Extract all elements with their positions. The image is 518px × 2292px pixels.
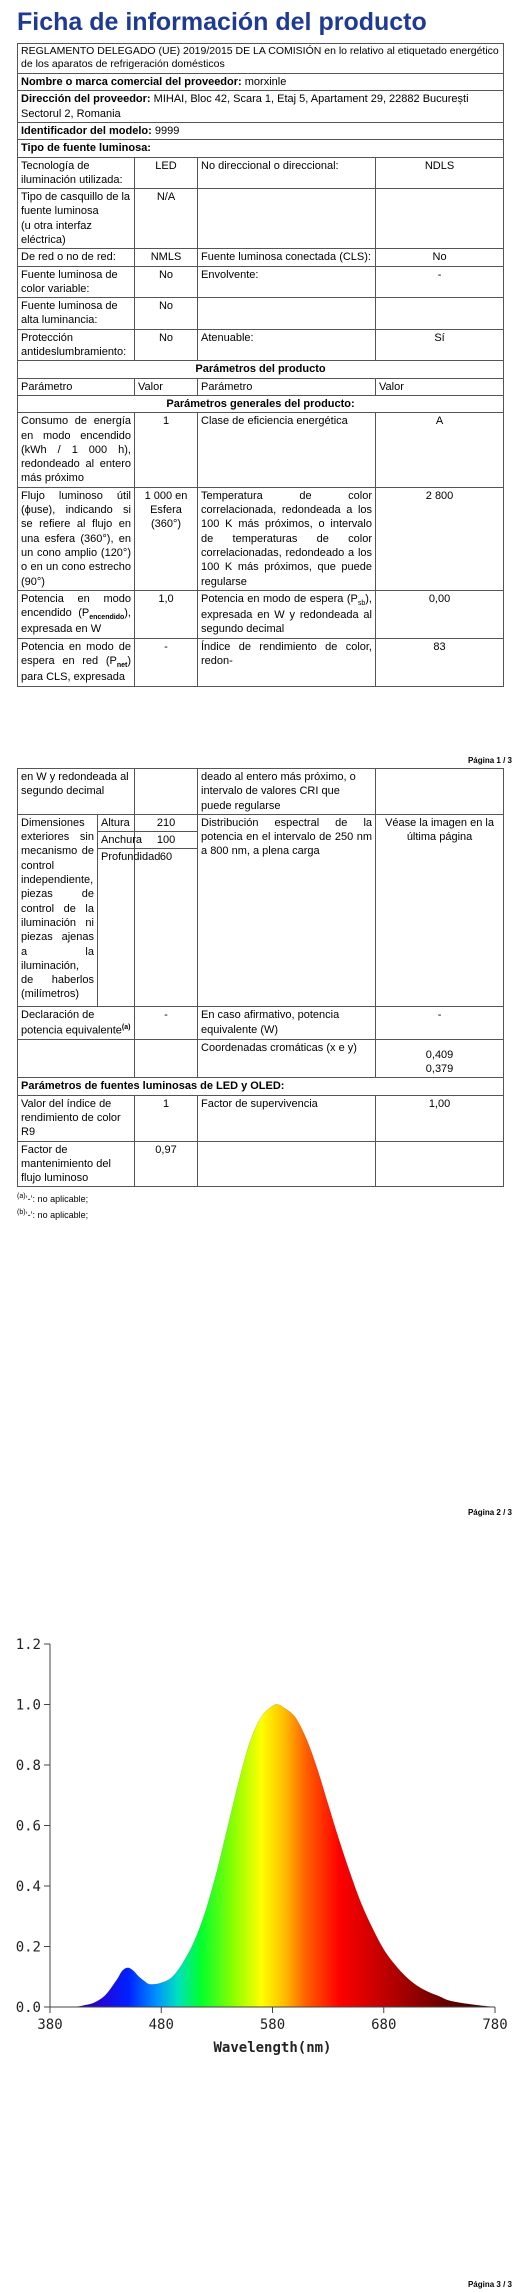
y-tick-label: 0.2 bbox=[15, 1939, 41, 1956]
page-number: Página 1 / 3 bbox=[467, 756, 512, 765]
flux-label: Flujo luminoso útil (ϕuse), indicando si se refiere al flujo en una esfera (360°), en un cono amplio (120°) o en un cono estrecho (90°) bbox=[18, 487, 135, 590]
cap-label: Tipo de casquillo de la fuente luminosa bbox=[21, 191, 131, 218]
pon-label-b: ), expresada en W bbox=[21, 607, 131, 636]
maintenance-value: 0,97 bbox=[135, 1141, 198, 1187]
nondir-label: No direccional o direccional: bbox=[198, 157, 376, 189]
spectral-chart-svg bbox=[0, 1632, 518, 2062]
pnet-label-part2: en W y redondeada al segundo decimal bbox=[18, 769, 135, 815]
survival-value: 1,00 bbox=[376, 1095, 504, 1141]
depth-value: 60 bbox=[135, 849, 198, 1007]
dimensions-label: Dimensiones exteriores sin mecanismo de control independiente, piezas de control de la iluminación ni piezas ajenas a la iluminación, de haberlos (milímetros) bbox=[18, 814, 98, 1007]
y-tick-label: 0.8 bbox=[15, 1758, 41, 1774]
glare-value: No bbox=[135, 329, 198, 361]
eff-value: A bbox=[376, 413, 504, 487]
flux-value: 1 000 en Esfera (360°) bbox=[135, 487, 198, 590]
table-row bbox=[18, 1039, 504, 1078]
pon-label-a: Potencia en modo encendido (P bbox=[21, 592, 131, 620]
equiv-sup: (a) bbox=[121, 1023, 131, 1031]
x-axis-label: Wavelength(nm) bbox=[213, 2040, 332, 2056]
mains-value: NMLS bbox=[135, 249, 198, 266]
supplier-name-label: Nombre o marca comercial del proveedor: bbox=[21, 76, 242, 89]
equiv-w-label: En caso afirmativo, potencia equivalente (W) bbox=[198, 1007, 376, 1039]
product-params-header-row bbox=[18, 361, 504, 378]
psb-label-a: Potencia en modo de espera (P bbox=[201, 592, 358, 605]
led-params-header: Parámetros de fuentes luminosas de LED y OLED: bbox=[18, 1078, 504, 1095]
hl-label: Fuente luminosa de alta luminancia: bbox=[18, 298, 135, 330]
pnet-sub: net bbox=[116, 662, 128, 670]
model-row bbox=[18, 122, 504, 139]
y-tick-label: 1.0 bbox=[15, 1697, 41, 1714]
cls-label: Fuente luminosa conectada (CLS): bbox=[198, 249, 376, 266]
r9-value: 1 bbox=[135, 1095, 198, 1141]
supplier-address-label: Dirección del proveedor: bbox=[21, 93, 151, 106]
table-row bbox=[18, 1095, 504, 1141]
nondir-value: NDLS bbox=[376, 157, 504, 189]
product-params-header: Parámetros del producto bbox=[18, 361, 504, 378]
cls-value: No bbox=[376, 249, 504, 266]
chroma-label: Coordenadas cromáticas (x e y) bbox=[198, 1039, 376, 1078]
envelope-label: Envolvente: bbox=[198, 266, 376, 298]
x-tick-label: 380 bbox=[37, 2017, 63, 2033]
table-row bbox=[18, 298, 504, 330]
spd-label: Distribución espectral de la potencia en el intervalo de 250 nm a 800 nm, a plena carga bbox=[198, 814, 376, 1007]
column-header-row bbox=[18, 378, 504, 395]
footnote-b-text: -’: no aplicable; bbox=[27, 1209, 89, 1220]
regulation-row bbox=[18, 43, 504, 73]
product-info-table bbox=[17, 43, 504, 687]
hl-value: No bbox=[135, 298, 198, 330]
table-row bbox=[18, 329, 504, 361]
colour-label: Fuente luminosa de color variable: bbox=[18, 266, 135, 298]
col-header-param: Parámetro bbox=[18, 378, 135, 395]
cri-label-part1: Índice de rendimiento de color, redon- bbox=[198, 638, 376, 686]
eff-label: Clase de eficiencia energética bbox=[198, 413, 376, 487]
document-page-2 bbox=[0, 768, 518, 1532]
spd-value: Véase la imagen en la última página bbox=[376, 814, 504, 1007]
model-label: Identificador del modelo: bbox=[21, 124, 152, 137]
table-row bbox=[18, 1007, 504, 1039]
x-tick-label: 780 bbox=[482, 2017, 508, 2033]
spectral-distribution-chart bbox=[0, 1632, 518, 2062]
glare-label: Protección antideslumbramiento: bbox=[18, 329, 135, 361]
table-row bbox=[18, 189, 504, 249]
table-row bbox=[18, 769, 504, 815]
supplier-address-value: MIHAI, Bloc 42, Scara 1, Etaj 5, Apartament 29, 22882 București Sectorul 2, Romania bbox=[21, 93, 469, 120]
pnet-label-a: Potencia en modo de espera en red (P bbox=[21, 640, 131, 667]
tech-label: Tecnología de iluminación utilizada: bbox=[18, 157, 135, 189]
height-value: 210 bbox=[135, 814, 198, 831]
cri-label-part2: deado al entero más próximo, o intervalo de valores CRI que puede regularse bbox=[198, 769, 376, 815]
light-source-type-header: Tipo de fuente luminosa: bbox=[18, 140, 504, 157]
col-header-param-2: Parámetro bbox=[198, 378, 376, 395]
page-number: Página 3 / 3 bbox=[467, 2280, 512, 2289]
cri-value: 83 bbox=[376, 638, 504, 686]
y-tick-label: 0.4 bbox=[15, 1879, 41, 1895]
pon-sub: encendido bbox=[89, 614, 125, 622]
supplier-name-row bbox=[18, 74, 504, 91]
height-label: Altura bbox=[98, 814, 135, 831]
col-header-value: Valor bbox=[135, 378, 198, 395]
table-row bbox=[18, 590, 504, 638]
general-params-header-row bbox=[18, 395, 504, 412]
dimmable-label: Atenuable: bbox=[198, 329, 376, 361]
col-header-value-2: Valor bbox=[376, 378, 504, 395]
colour-value: No bbox=[135, 266, 198, 298]
psb-label-b: ), expresada en W y redondeada al segundo decimal bbox=[201, 592, 372, 636]
tech-value: LED bbox=[135, 157, 198, 189]
table-row bbox=[18, 249, 504, 266]
y-tick-label: 0.0 bbox=[15, 2000, 41, 2016]
table-row bbox=[18, 814, 504, 831]
equiv-value: - bbox=[135, 1007, 198, 1039]
document-page-3 bbox=[0, 1532, 518, 2292]
width-value: 100 bbox=[135, 832, 198, 849]
maintenance-label: Factor de mantenimiento del flujo luminoso bbox=[18, 1141, 135, 1187]
table-row bbox=[18, 638, 504, 686]
document-title: Ficha de información del producto bbox=[17, 8, 427, 36]
cap-value: N/A bbox=[135, 189, 198, 249]
equiv-label: Declaración de potencia equivalente bbox=[21, 1009, 122, 1037]
x-tick-label: 680 bbox=[371, 2017, 397, 2033]
page-number: Página 2 / 3 bbox=[467, 1508, 512, 1517]
table-row bbox=[18, 487, 504, 590]
pon-value: 1,0 bbox=[135, 590, 198, 638]
y-tick-label: 1.2 bbox=[15, 1637, 41, 1653]
footnote-a: $^{(a)}$‘-’: no aplicable; bbox=[17, 1193, 89, 1205]
regulation-text: REGLAMENTO DELEGADO (UE) 2019/2015 DE LA COMISIÓN en lo relativo al etiquetado energético de los aparatos de refrigeración domésticos bbox=[18, 43, 504, 73]
supplier-name-value: morxinle bbox=[244, 76, 287, 89]
document-page-1 bbox=[0, 0, 518, 768]
r9-label: Valor del índice de rendimiento de color R9 bbox=[18, 1095, 135, 1141]
led-header-row bbox=[18, 1078, 504, 1095]
x-tick-label: 480 bbox=[148, 2017, 174, 2033]
footnote-b: $^{(b)}$‘-’: no aplicable; bbox=[17, 1208, 89, 1220]
cct-label: Temperatura de color correlacionada, redondeada a los 100 K más próximos, o intervalo de temperaturas de color correlacionadas, redondeado a los 100 K más próximos, que puede regularse bbox=[198, 487, 376, 590]
x-tick-label: 580 bbox=[259, 2017, 286, 2033]
energy-label: Consumo de energía en modo encendido (kWh / 1 000 h), redondeado al entero más próximo bbox=[18, 413, 135, 487]
footnote-a-sup: (a) bbox=[17, 1193, 26, 1201]
general-params-header: Parámetros generales del producto: bbox=[18, 395, 504, 412]
psb-value: 0,00 bbox=[376, 590, 504, 638]
table-row bbox=[18, 266, 504, 298]
table-row bbox=[18, 413, 504, 487]
pnet-label-b: ) para CLS, expresada bbox=[21, 655, 131, 684]
pnet-value: - bbox=[135, 638, 198, 686]
survival-label: Factor de supervivencia bbox=[198, 1095, 376, 1141]
cap-label-2: (u otra interfaz eléctrica) bbox=[21, 219, 92, 246]
dimmable-value: Sí bbox=[376, 329, 504, 361]
depth-label: Profundidad bbox=[98, 849, 135, 1007]
supplier-address-row bbox=[18, 91, 504, 123]
mains-label: De red o no de red: bbox=[18, 249, 135, 266]
footnotes bbox=[17, 1191, 518, 1222]
spectrum-area bbox=[50, 1704, 495, 2007]
equiv-w-value: - bbox=[376, 1007, 504, 1039]
envelope-value: - bbox=[376, 266, 504, 298]
chroma-x: 0,409 bbox=[425, 1048, 454, 1061]
product-info-table-continued bbox=[17, 768, 504, 1187]
light-source-type-row bbox=[18, 140, 504, 157]
footnote-a-text: -’: no aplicable; bbox=[27, 1194, 89, 1205]
energy-value: 1 bbox=[135, 413, 198, 487]
table-row bbox=[18, 157, 504, 189]
psb-sub: sb bbox=[357, 600, 366, 608]
y-tick-label: 0.6 bbox=[15, 1818, 41, 1835]
footnote-b-sup: (b) bbox=[17, 1208, 26, 1216]
width-label: Anchura bbox=[98, 832, 135, 849]
table-row bbox=[18, 1141, 504, 1187]
chroma-y: 0,379 bbox=[425, 1063, 454, 1076]
model-value: 9999 bbox=[154, 124, 180, 137]
cct-value: 2 800 bbox=[376, 487, 504, 590]
